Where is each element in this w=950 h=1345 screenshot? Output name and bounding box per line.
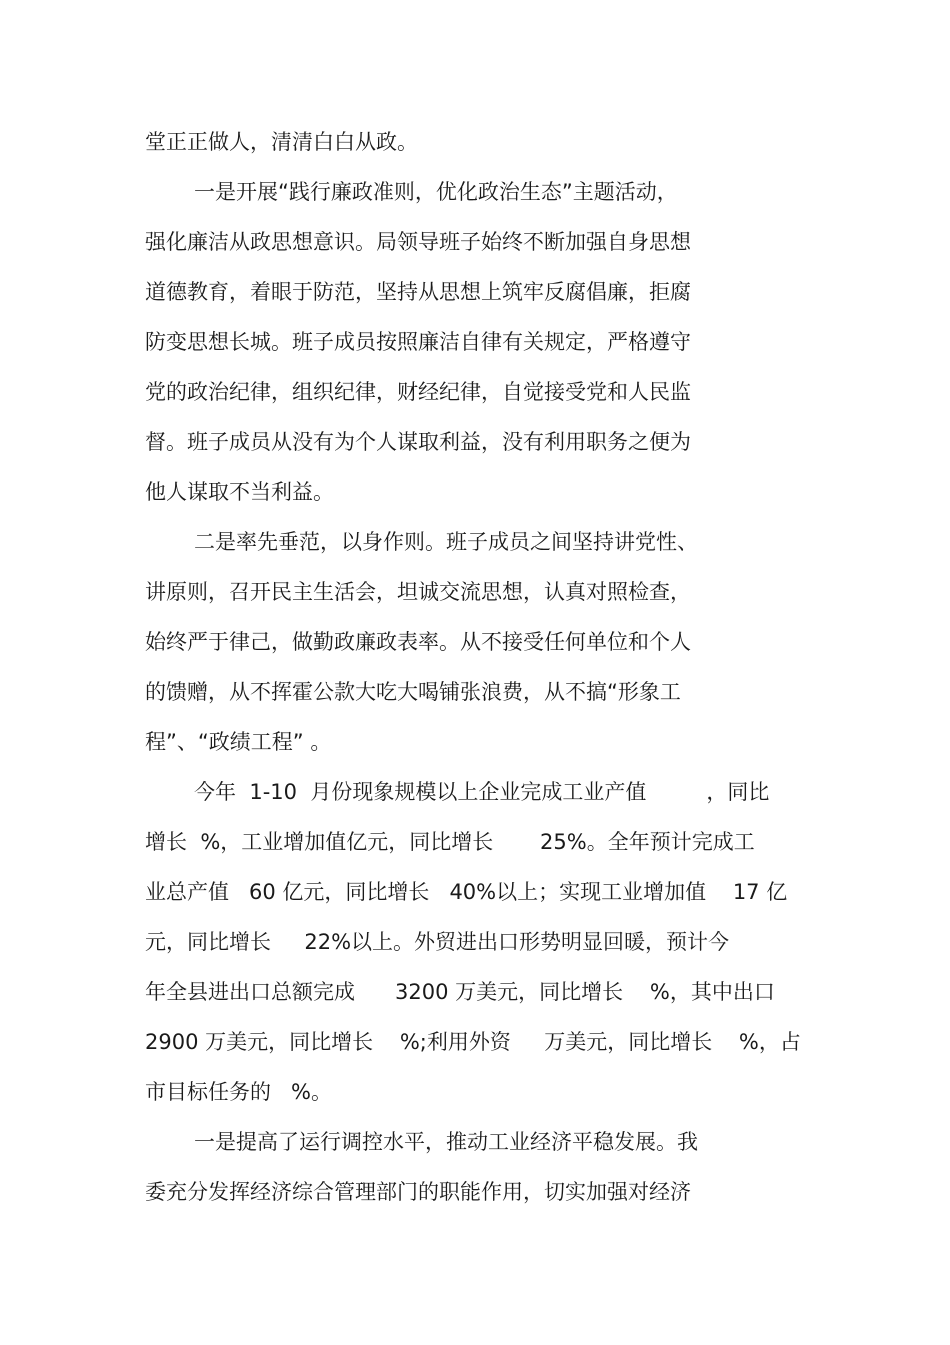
text-line: 业总产值 60 亿元，同比增长 40%以上；实现工业增加值 17 亿 (145, 880, 788, 904)
text-line: 防变思想长城。班子成员按照廉洁自律有关规定，严格遵守 (145, 330, 691, 354)
text-line: 增长 %，工业增加值亿元，同比增长 25%。全年预计完成工 (145, 830, 755, 854)
text-line: 程”、“政绩工程” 。 (145, 730, 332, 754)
text-line: 一是提高了运行调控水平，推动工业经济平稳发展。我 (194, 1130, 698, 1154)
text-line: 堂正正做人，清清白白从政。 (145, 130, 418, 154)
text-line: 党的政治纪律，组织纪律，财经纪律，自觉接受党和人民监 (145, 380, 691, 404)
text-line: 道德教育，着眼于防范，坚持从思想上筑牢反腐倡廉，拒腐 (145, 280, 691, 304)
text-line: 一是开展“践行廉政准则，优化政治生态”主题活动， (194, 180, 678, 204)
text-line: 强化廉洁从政思想意识。局领导班子始终不断加强自身思想 (145, 230, 691, 254)
text-line: 二是率先垂范，以身作则。班子成员之间坚持讲党性、 (194, 530, 698, 554)
text-line: 督。班子成员从没有为个人谋取利益，没有利用职务之便为 (145, 430, 691, 454)
text-line: 他人谋取不当利益。 (145, 480, 334, 504)
text-line: 始终严于律己，做勤政廉政表率。从不接受任何单位和个人 (145, 630, 691, 654)
text-line: 元，同比增长 22%以上。外贸进出口形势明显回暖，预计今 (145, 930, 730, 954)
text-line: 讲原则，召开民主生活会，坦诚交流思想，认真对照检查， (145, 580, 691, 604)
text-line: 今年 1-10 月份现象规模以上企业完成工业产值 ，同比 (194, 780, 770, 804)
text-line: 委充分发挥经济综合管理部门的职能作用，切实加强对经济 (145, 1180, 691, 1204)
text-line: 的馈赠，从不挥霍公款大吃大喝铺张浪费，从不搞“形象工 (145, 680, 681, 704)
text-line: 年全县进出口总额完成 3200 万美元，同比增长 %，其中出口 (145, 980, 775, 1004)
text-line: 2900 万美元，同比增长 %;利用外资 万美元，同比增长 %，占 (145, 1030, 801, 1054)
text-line: 市目标任务的 %。 (145, 1080, 332, 1104)
